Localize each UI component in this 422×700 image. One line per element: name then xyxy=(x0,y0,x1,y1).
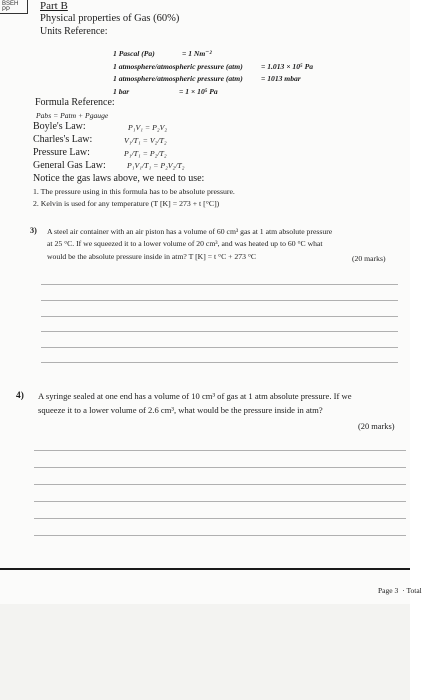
unit-row-2-left: 1 atmosphere/atmospheric pressure (atm) xyxy=(113,62,243,71)
page-number: Page 3 xyxy=(378,586,399,595)
page-total: · Total xyxy=(402,586,422,595)
answer-line[interactable] xyxy=(41,331,398,332)
question-4-line-1: A syringe sealed at one end has a volume of 10 cm³ of gas at 1 atm absolute pressure. If we xyxy=(38,391,352,401)
question-3-line-2: at 25 °C. If we squeezed it to a lower volume of 20 cm³, and was heated up to 60 °C what xyxy=(47,239,323,248)
unit-row-1-left: 1 Pascal (Pa) xyxy=(113,49,155,58)
units-heading: Units Reference: xyxy=(40,26,108,37)
answer-line[interactable] xyxy=(41,284,398,285)
unit-row-4-left: 1 bar xyxy=(113,87,130,96)
part-heading: Part B xyxy=(40,0,68,12)
boyles-law-label: Boyle's Law: xyxy=(33,121,86,132)
question-4-marks: (20 marks) xyxy=(358,422,395,431)
question-3-marks: (20 marks) xyxy=(352,254,386,263)
boyles-law-equation: P₁V₁ = P₂V₂ xyxy=(128,123,168,132)
question-3-number: 3) xyxy=(30,226,37,235)
answer-line[interactable] xyxy=(41,347,398,348)
section-title: Physical properties of Gas (60%) xyxy=(40,13,180,24)
formula-heading: Formula Reference: xyxy=(35,97,115,108)
notice-text: Notice the gas laws above, we need to use: xyxy=(33,173,205,184)
note-point-1: 1. The pressure using in this formula has to be absolute pressure. xyxy=(33,187,235,196)
charles-law-label: Charles's Law: xyxy=(33,134,93,145)
answer-line[interactable] xyxy=(41,300,398,301)
pressure-law-label: Pressure Law: xyxy=(33,147,90,158)
answer-line[interactable] xyxy=(34,501,406,502)
unit-row-2-right: = 1.013 × 10⁵ Pa xyxy=(261,62,314,71)
answer-line[interactable] xyxy=(41,362,398,363)
answer-line[interactable] xyxy=(34,484,406,485)
answer-line[interactable] xyxy=(34,535,406,536)
charles-law-equation: V₁/T₁ = V₂/T₂ xyxy=(124,136,167,145)
unit-row-4-right: = 1 × 10⁵ Pa xyxy=(179,87,218,96)
unit-row-3-right: = 1013 mbar xyxy=(261,74,301,83)
unit-row-1-right: = 1 Nm⁻² xyxy=(182,49,212,58)
answer-line[interactable] xyxy=(34,450,406,451)
answer-line[interactable] xyxy=(34,518,406,519)
unit-row-3-left: 1 atmosphere/atmospheric pressure (atm) xyxy=(113,74,243,83)
corner-stamp xyxy=(0,0,28,14)
note-point-2: 2. Kelvin is used for any temperature (T [K] = 273 + t [°C]) xyxy=(33,199,220,208)
general-gas-law-equation: P₁V₁/T₁ = P₂V₂/T₂ xyxy=(127,161,185,170)
corner-stamp-text: BSEH PP xyxy=(2,1,19,13)
question-3-line-3: would be the absolute pressure inside in atm? T [K] = t °C + 273 °C xyxy=(47,252,257,261)
answer-line[interactable] xyxy=(41,316,398,317)
absolute-pressure-formula: Pabs = Patm + Pgauge xyxy=(36,111,109,120)
general-gas-law-label: General Gas Law: xyxy=(33,160,106,171)
answer-line[interactable] xyxy=(34,467,406,468)
page-divider xyxy=(0,568,410,570)
question-4-number: 4) xyxy=(16,391,24,401)
question-4-line-2: squeeze it to a lower volume of 2.6 cm³, what would be the pressure inside in atm? xyxy=(38,405,323,415)
page-footer xyxy=(378,586,422,595)
question-3-line-1: A steel air container with an air piston has a volume of 60 cm³ gas at 1 atm absolute pressure xyxy=(47,227,333,236)
pressure-law-equation: P₁/T₁ = P₂/T₂ xyxy=(124,149,167,158)
blank-margin xyxy=(0,604,410,700)
